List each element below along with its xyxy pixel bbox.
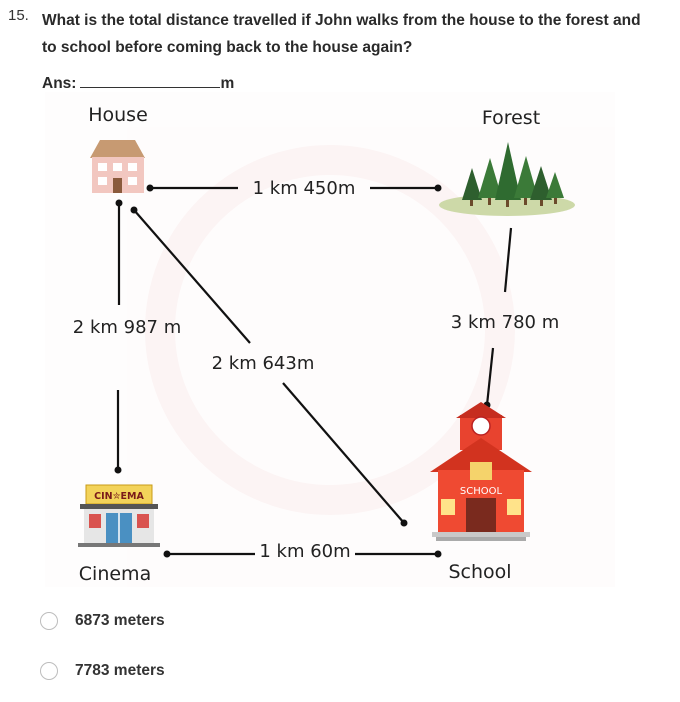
label-cinema: Cinema — [78, 563, 152, 585]
label-school: School — [448, 561, 512, 583]
answer-unit: m — [220, 75, 235, 92]
distance-forest-school: 3 km 780 m — [450, 312, 560, 333]
question-number: 15. — [8, 7, 29, 24]
option-2[interactable] — [40, 662, 165, 680]
option-1[interactable] — [40, 612, 165, 630]
option-1-label: 6873 meters — [75, 612, 165, 629]
option-2-label: 7783 meters — [75, 662, 165, 679]
cinema-sign: CIN✮EMA — [94, 491, 144, 502]
question-line-2: to school before coming back to the house again? — [42, 39, 413, 56]
option-1-radio[interactable] — [40, 612, 58, 630]
distance-house-school: 2 km 643m — [211, 353, 315, 374]
distance-house-cinema: 2 km 987 m — [72, 317, 182, 338]
distance-house-forest: 1 km 450m — [252, 178, 356, 199]
answer-prefix: Ans: — [42, 75, 77, 92]
label-forest: Forest — [481, 107, 541, 129]
option-2-radio[interactable] — [40, 662, 58, 680]
house-icon — [90, 140, 145, 193]
distance-cinema-school: 1 km 60m — [259, 541, 351, 562]
cinema-icon — [78, 485, 160, 547]
question-line-1: What is the total distance travelled if John walks from the house to the forest and — [42, 12, 641, 29]
school-sign: SCHOOL — [459, 486, 503, 497]
label-house: House — [88, 104, 148, 126]
